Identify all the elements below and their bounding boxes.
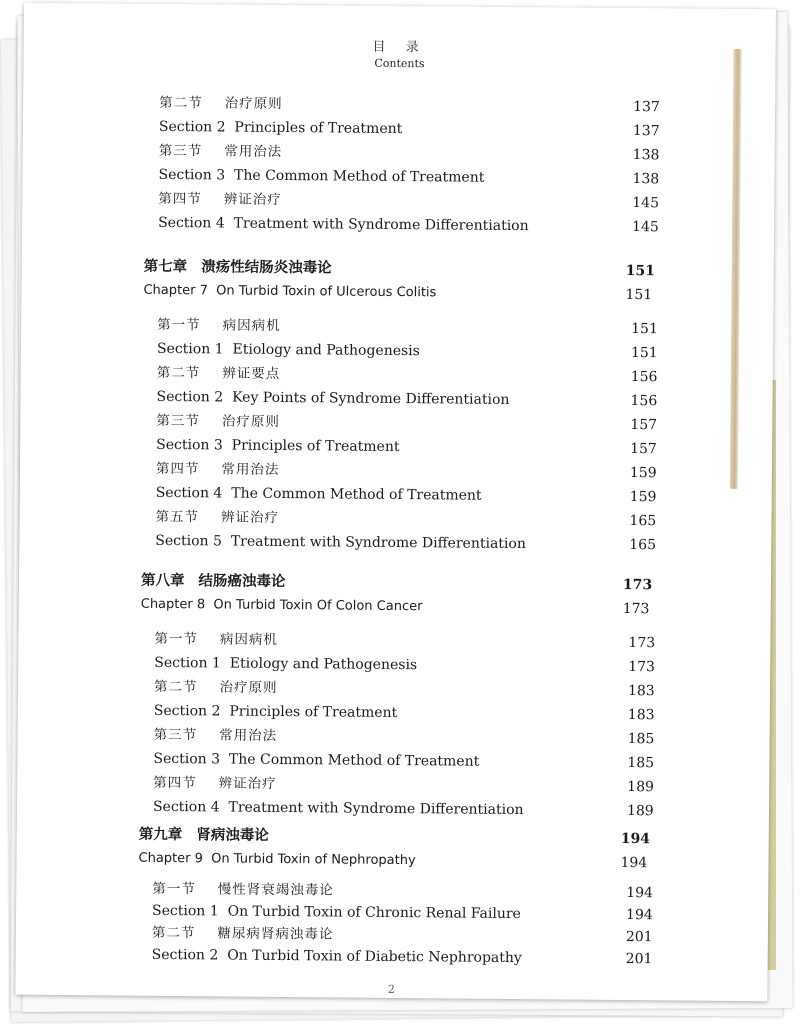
toc-entry-number: Section 4 [152,798,220,816]
toc-entry-number: Section 2 [153,702,221,720]
toc-chapter-entry[interactable] [16,847,716,875]
toc-entry-page-number: 183 [627,707,655,724]
toc-section-entry[interactable] [20,457,720,485]
toc-entry-title: 糖尿病肾病浊毒论 [217,925,334,943]
toc-entry-number: 第四节 [158,190,202,208]
toc-page [15,3,776,1002]
toc-entry-number: 第二节 [151,924,196,942]
toc-entry-page-number: 138 [632,171,660,188]
toc-entry-number: Chapter 9 [138,850,204,867]
toc-entry-title: On Turbid Toxin of Chronic Renal Failure [227,903,521,923]
toc-chapter-entry[interactable] [17,823,717,851]
toc-entry-label [153,772,277,795]
toc-entry-title: On Turbid Toxin of Nephropathy [211,851,416,869]
toc-entry-label [144,256,332,280]
toc-entry-title: 辨证治疗 [223,191,282,208]
toc-section-entry[interactable] [19,529,719,557]
toc-entry-label [158,164,484,189]
toc-entry-label [139,824,269,847]
toc-entry-number: Section 2 [156,388,224,406]
toc-entry-number: 第四节 [153,774,197,792]
toc-entry-number: 第九章 [138,825,183,844]
toc-entry-number: 第八章 [140,571,185,590]
toc-entry-page-number: 201 [625,929,653,946]
toc-section-entry[interactable] [20,409,720,437]
toc-entry-label [153,796,524,821]
toc-entry-title: 溃疡性结肠炎浊毒论 [201,258,332,277]
toc-entry-page-number: 173 [622,600,650,618]
toc-section-entry[interactable] [19,505,719,533]
toc-entry-number: 第三节 [158,142,203,160]
toc-entry-label [158,188,282,211]
toc-entry-title: Principles of Treatment [229,703,398,722]
toc-chapter-entry[interactable] [19,569,719,597]
contents-title-en: Contents [374,56,425,71]
toc-section-entry[interactable] [23,91,723,119]
toc-entry-page-number: 183 [627,683,655,700]
toc-entry-number: 第三节 [153,726,198,744]
toc-entry-number: Section 2 [158,118,226,136]
page-header [23,33,775,74]
toc-entry-page-number: 137 [632,123,660,140]
toc-entry-page-number: 173 [628,659,656,676]
bookmark-ribbon [730,49,742,489]
toc-entry-page-number: 194 [626,885,654,902]
contents-title-cn: 目 录 [372,39,427,56]
toc-entry-title: The Common Method of Treatment [228,751,480,770]
toc-section-entry[interactable] [18,651,718,679]
toc-entry-page-number: 189 [627,779,654,796]
toc-section-entry[interactable] [21,337,721,365]
toc-entry-label [141,594,423,618]
toc-entry-page-number: 165 [629,537,657,554]
toc-entry-page-number: 137 [633,99,660,116]
toc-entry-number: Chapter 8 [140,596,206,613]
toc-entry-label [155,530,526,555]
toc-entry-page-number: 201 [625,951,653,968]
toc-entry-number: 第二节 [153,678,198,696]
toc-entry-page-number: 151 [630,345,658,362]
toc-entry-page-number: 157 [630,417,658,434]
toc-entry-number: Section 1 [154,654,221,672]
toc-entry-title: On Turbid Toxin of Diabetic Nephropathy [227,947,522,967]
toc-entry-label [154,724,278,747]
toc-chapter-entry[interactable] [19,593,719,621]
toc-entry-page-number: 173 [628,635,656,652]
toc-entry-title: 病因病机 [219,631,279,648]
toc-entry-title: 辨证治疗 [218,775,277,792]
toc-entry-label [159,140,283,163]
toc-entry-page-number: 157 [630,441,657,458]
toc-entry-title: Treatment with Syndrome Differentiation [233,215,529,235]
toc-entry-number: Chapter 7 [143,282,208,299]
toc-entry-number: 第一节 [154,630,199,648]
toc-entry-number: 第七章 [143,257,188,276]
toc-entry-page-number: 156 [630,393,658,410]
toc-entry-page-number: 151 [625,262,655,280]
toc-entry-label [152,944,522,969]
toc-entry-number: 第三节 [156,412,200,430]
toc-section-entry[interactable] [18,723,718,751]
toc-entry-number: Section 4 [158,214,225,232]
toc-section-entry[interactable] [23,139,723,167]
toc-section-entry[interactable] [17,771,717,799]
toc-section-entry[interactable] [18,699,718,727]
toc-entry-number: Section 4 [155,484,223,502]
toc-entry-title: 慢性肾衰竭浊毒论 [217,881,334,899]
toc-entry-label [154,676,278,699]
toc-entry-page-number: 159 [629,465,657,482]
toc-entry-title: 治疗原则 [221,413,280,430]
toc-section-entry[interactable] [21,361,721,389]
toc-entry-number: Section 3 [156,436,223,454]
toc-entry-title: 常用治法 [221,461,280,478]
toc-section-entry[interactable] [22,211,722,239]
toc-entry-page-number: 145 [632,195,660,212]
toc-section-entry[interactable] [22,163,722,191]
toc-entry-page-number: 194 [620,830,651,848]
toc-entry-number: Section 2 [151,946,219,964]
toc-entry-number: 第二节 [159,94,203,112]
toc-entry-title: The Common Method of Treatment [233,167,485,186]
toc-section-entry[interactable] [16,943,716,971]
toc-section-entry[interactable] [22,187,722,215]
toc-entry-title: The Common Method of Treatment [231,485,482,504]
toc-entry-number: 第二节 [156,364,201,382]
toc-entry-number: Section 1 [156,340,224,358]
toc-entry-number: 第一节 [152,880,196,898]
toc-entry-number: Section 1 [152,902,219,920]
toc-entry-page-number: 189 [626,803,654,820]
toc-chapter-entry[interactable] [22,255,722,283]
toc-entry-title: 常用治法 [224,143,283,160]
page-number: 2 [387,982,395,996]
toc-entry-label [157,338,420,362]
toc-entry-label [154,652,417,676]
toc-section-entry[interactable] [18,627,718,655]
toc-entry-label [156,434,400,458]
toc-section-entry[interactable] [20,433,720,461]
toc-entry-number: 第一节 [157,316,201,334]
toc-entry-title: 治疗原则 [219,679,278,696]
toc-entry-page-number: 156 [630,369,658,386]
toc-entry-label [138,848,415,872]
toc-entry-title: 治疗原则 [224,95,283,112]
toc-entry-label [152,878,334,902]
toc-section-entry[interactable] [23,115,723,143]
toc-entry-label [141,570,286,593]
toc-entry-title: Treatment with Syndrome Differentiation [228,799,524,819]
toc-entry-title: Principles of Treatment [231,437,400,456]
toc-entry-title: 常用治法 [219,727,278,744]
toc-entry-label [156,482,482,507]
toc-entry-page-number: 145 [632,219,659,236]
toc-entry-page-number: 173 [622,576,653,594]
toc-entry-label [154,700,398,724]
toc-entry-label [156,410,280,433]
toc-chapter-entry[interactable] [21,279,721,307]
toc-entry-title: Principles of Treatment [234,119,403,138]
toc-entry-title: Etiology and Pathogenesis [232,341,420,360]
toc-entry-label [154,628,278,651]
toc-section-entry[interactable] [20,385,720,413]
toc-entry-number: 第四节 [155,460,200,478]
toc-entry-title: 病因病机 [222,317,281,334]
toc-entry-label [159,116,403,140]
toc-entry-title: 辨证要点 [222,365,281,382]
toc-entry-number: Section 5 [155,532,223,550]
toc-entry-number: Section 3 [158,166,226,184]
toc-entry-label [155,506,279,529]
toc-entry-title: On Turbid Toxin of Ulcerous Colitis [216,283,437,301]
toc-entry-page-number: 194 [620,854,648,872]
toc-entry-label [159,92,283,115]
toc-section-entry[interactable] [17,747,717,775]
toc-entry-page-number: 165 [629,513,657,530]
toc-entry-label [156,386,509,411]
toc-section-entry[interactable] [18,675,718,703]
toc-entry-page-number: 185 [627,755,655,772]
toc-entry-page-number: 159 [629,489,657,506]
toc-entry-label [157,362,281,385]
toc-entry-label [152,922,334,946]
toc-entry-title: Treatment with Syndrome Differentiation [230,533,526,553]
toc-entry-page-number: 151 [625,286,653,304]
toc-entry-title: Etiology and Pathogenesis [229,655,418,674]
toc-entry-page-number: 151 [631,321,658,338]
toc-section-entry[interactable] [21,313,721,341]
toc-entry-title: On Turbid Toxin Of Colon Cancer [213,597,423,615]
toc-entry-page-number: 185 [627,731,655,748]
toc-entry-label [157,314,281,337]
toc-entry-page-number: 138 [632,147,660,164]
toc-entry-title: Key Points of Syndrome Differentiation [232,389,510,408]
toc-entry-title: 肾病浊毒论 [196,826,269,844]
toc-entry-title: 辨证治疗 [220,509,280,526]
toc-entry-page-number: 194 [626,907,653,924]
toc-entry-number: 第五节 [155,508,200,526]
toc-entry-label [152,900,521,925]
toc-section-entry[interactable] [20,481,720,509]
toc-entry-label [156,458,280,481]
toc-entry-label [143,280,436,305]
toc-entry-title: 结肠癌浊毒论 [198,572,286,591]
toc-entry-label [158,212,529,237]
toc-entry-number: Section 3 [153,750,221,768]
toc-entry-label [153,748,479,773]
toc-section-entry[interactable] [17,795,717,823]
